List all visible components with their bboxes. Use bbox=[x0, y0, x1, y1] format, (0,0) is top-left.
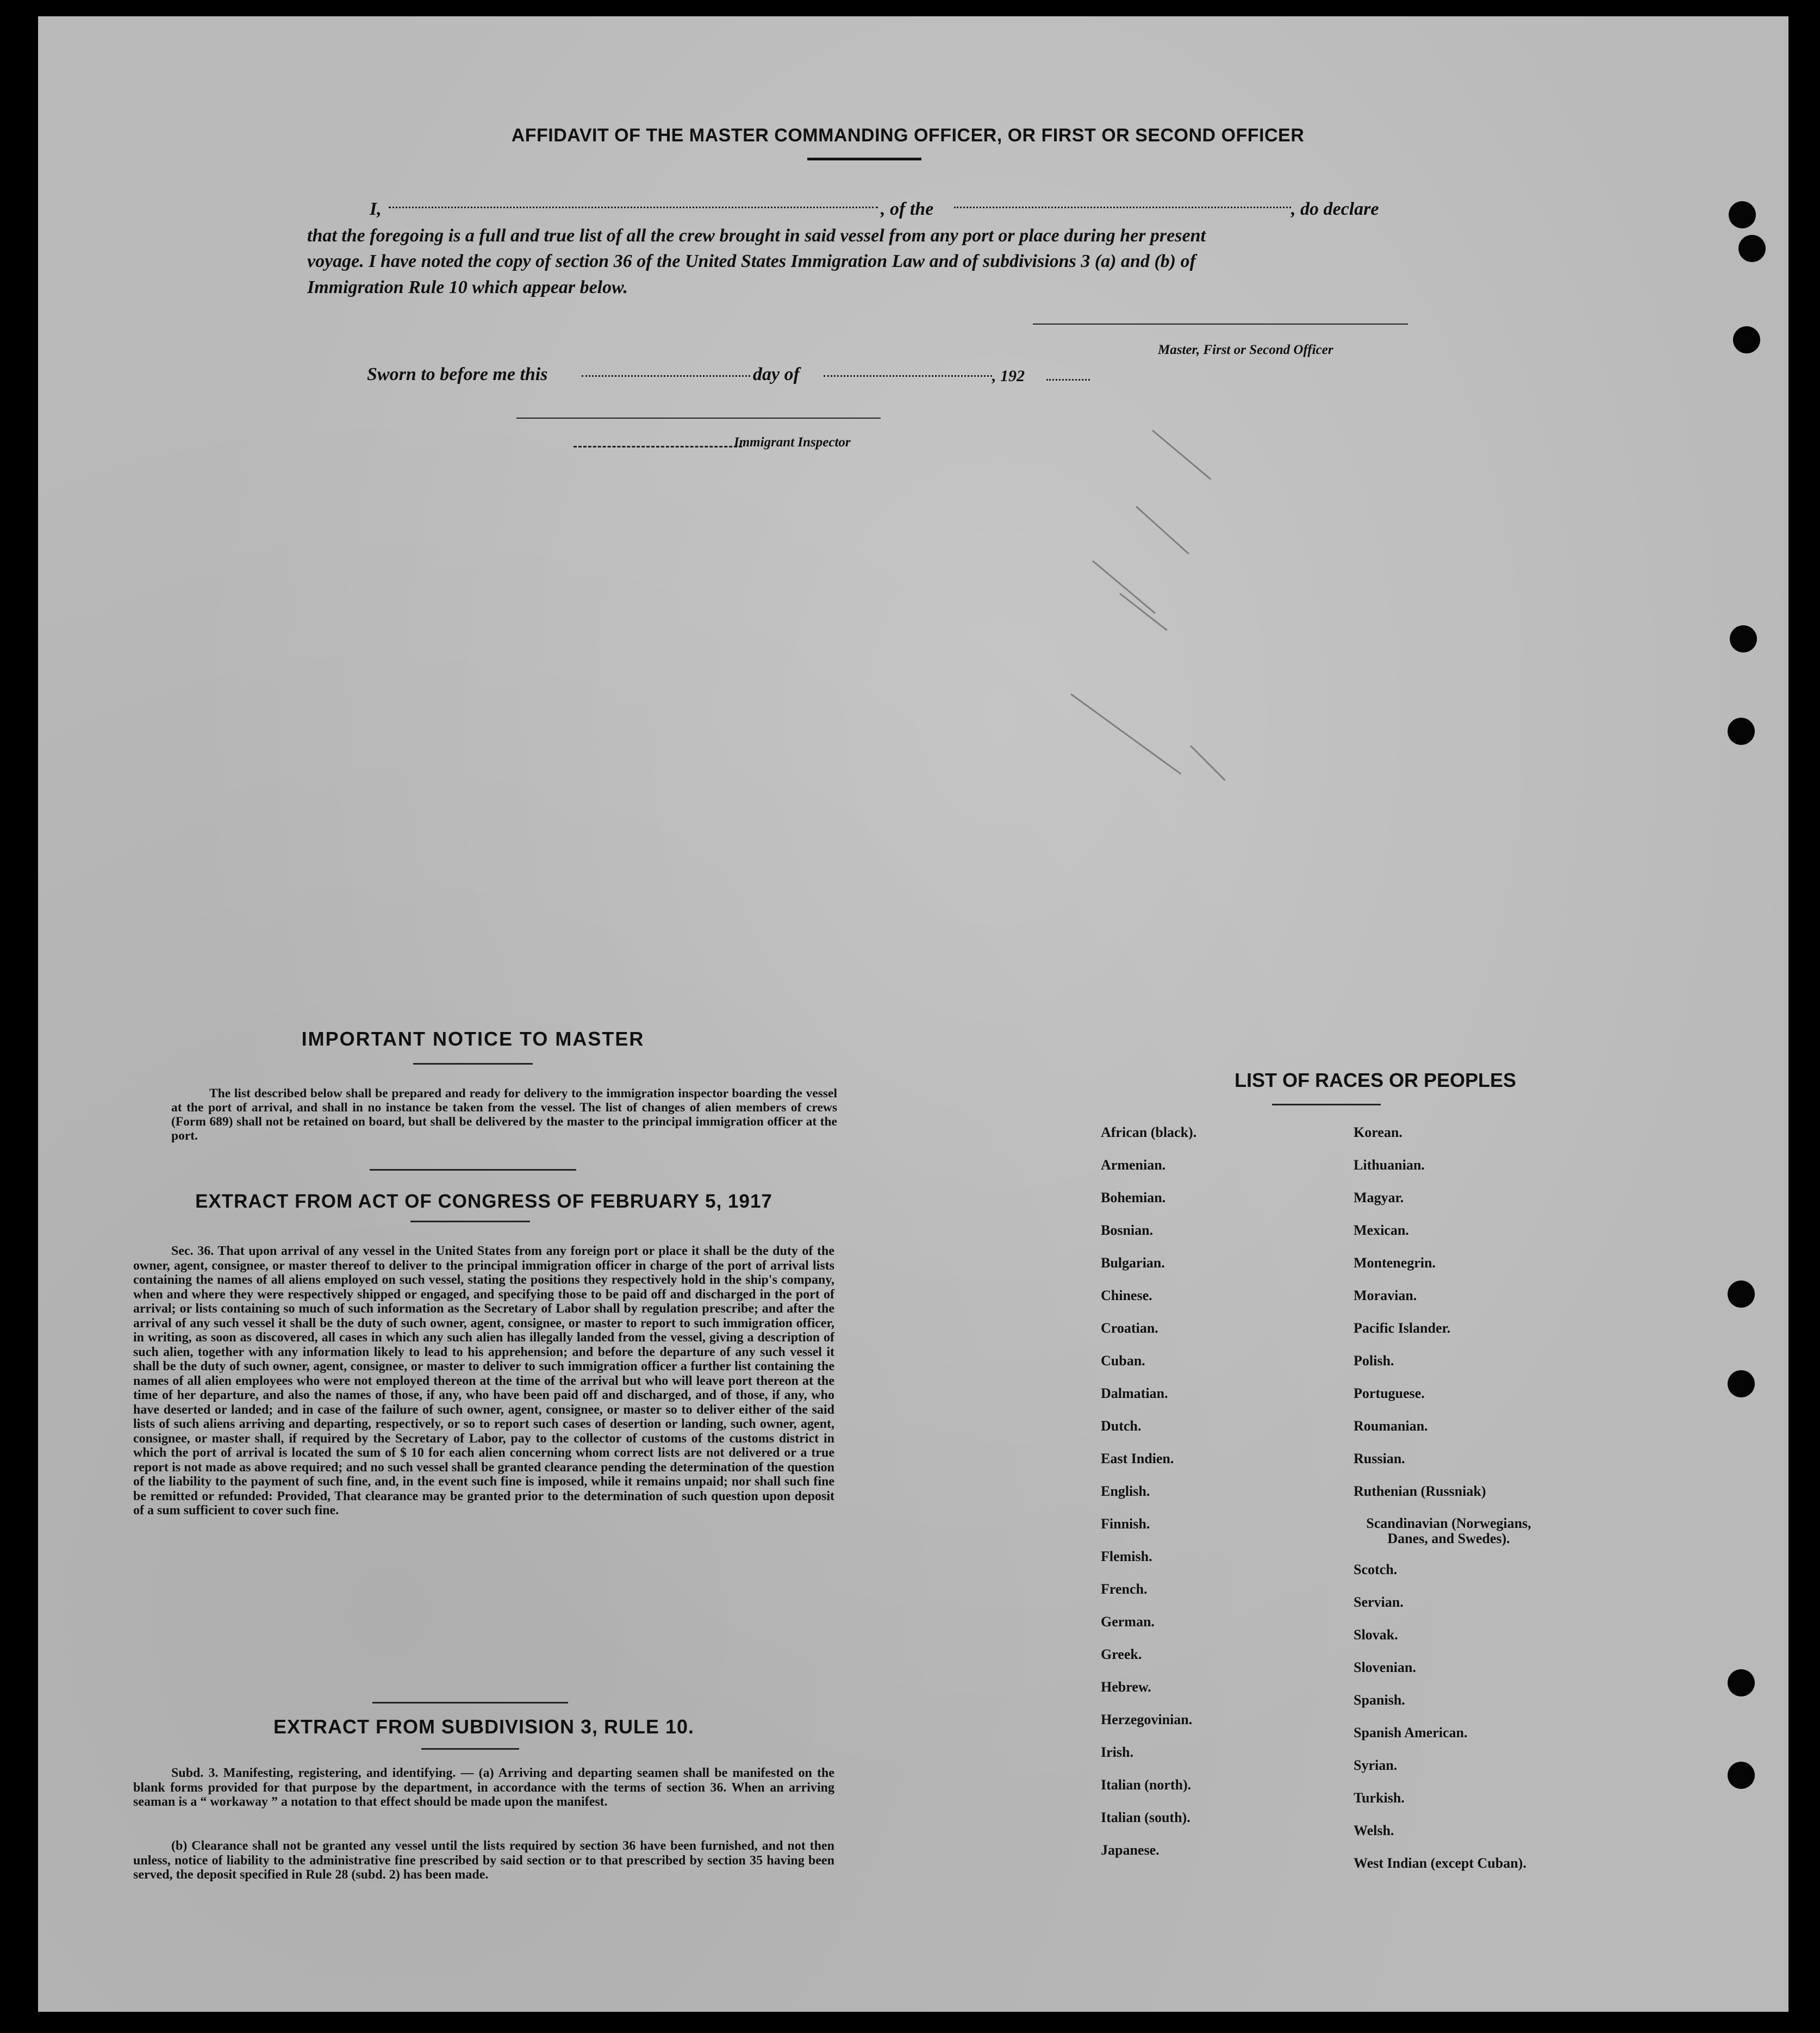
bleed-stroke bbox=[1152, 430, 1211, 480]
race-item: Scandinavian (Norwegians, Danes, and Swedes). bbox=[1366, 1515, 1531, 1546]
race-item: Portuguese. bbox=[1354, 1385, 1425, 1401]
inspector-signature-line[interactable] bbox=[516, 418, 881, 419]
race-item: Chinese. bbox=[1101, 1288, 1152, 1303]
extract-act-end-rule bbox=[372, 1702, 568, 1704]
affidavit-declare: , do declare bbox=[1291, 199, 1379, 219]
bleed-stroke bbox=[1136, 506, 1189, 554]
bleed-stroke bbox=[1119, 593, 1168, 631]
binder-hole bbox=[1733, 326, 1760, 353]
sworn-year-prefix: , 192 bbox=[992, 367, 1025, 385]
race-item: Armenian. bbox=[1101, 1157, 1166, 1173]
binder-hole bbox=[1728, 1762, 1755, 1789]
race-item: Ruthenian (Russniak) bbox=[1354, 1483, 1486, 1499]
race-item: Dutch. bbox=[1101, 1418, 1142, 1434]
sworn-month-blank[interactable] bbox=[824, 375, 992, 377]
bleed-stroke bbox=[1190, 745, 1226, 781]
race-item: Bohemian. bbox=[1101, 1190, 1166, 1205]
race-item: African (black). bbox=[1101, 1124, 1197, 1140]
bleed-stroke bbox=[1092, 560, 1156, 614]
binder-hole bbox=[1728, 1370, 1755, 1397]
affidavit-line2: that the foregoing is a full and true list of all the crew brought in said vessel from any port or place during her present bbox=[307, 226, 1206, 246]
binder-hole bbox=[1728, 1669, 1755, 1696]
race-item: Spanish American. bbox=[1354, 1725, 1468, 1740]
race-item: English. bbox=[1101, 1483, 1150, 1499]
affidavit-title-rule bbox=[807, 158, 921, 160]
race-item: Montenegrin. bbox=[1354, 1255, 1436, 1271]
race-item: German. bbox=[1101, 1614, 1155, 1630]
races-title-rule bbox=[1272, 1104, 1381, 1105]
race-item: Welsh. bbox=[1354, 1823, 1394, 1838]
race-item: Slovak. bbox=[1354, 1627, 1398, 1643]
race-item: Korean. bbox=[1354, 1124, 1403, 1140]
notice-end-rule bbox=[370, 1169, 576, 1171]
race-item: Scotch. bbox=[1354, 1562, 1398, 1577]
extract-rule-rule bbox=[421, 1748, 519, 1750]
extract-act-title: EXTRACT FROM ACT OF CONGRESS OF FEBRUARY 5, 1917 bbox=[195, 1191, 772, 1212]
race-item: Bosnian. bbox=[1101, 1222, 1154, 1238]
races-title: LIST OF RACES OR PEOPLES bbox=[1234, 1069, 1517, 1091]
affidavit-title: AFFIDAVIT OF THE MASTER COMMANDING OFFICER, OR FIRST OR SECOND OFFICER bbox=[511, 125, 1305, 146]
notice-title: IMPORTANT NOTICE TO MASTER bbox=[301, 1028, 645, 1050]
race-item: Syrian. bbox=[1354, 1757, 1398, 1773]
binder-hole bbox=[1729, 201, 1756, 228]
sworn-year-blank[interactable] bbox=[1046, 379, 1090, 381]
inspector-label: Immigrant Inspector bbox=[734, 435, 851, 450]
race-item: Irish. bbox=[1101, 1744, 1133, 1760]
form-sheet bbox=[38, 16, 1788, 2012]
race-item: Japanese. bbox=[1101, 1842, 1160, 1858]
binder-hole bbox=[1730, 625, 1757, 652]
race-item: Russian. bbox=[1354, 1451, 1405, 1466]
race-item: West Indian (except Cuban). bbox=[1354, 1855, 1526, 1871]
binder-hole bbox=[1728, 1280, 1755, 1308]
extract-rule-para-a: Subd. 3. Manifesting, registering, and identifying. — (a) Arriving and departing seamen shall be manifested on the blank forms provided for that purpose by the department, in accordance with the terms of section 36. When an arriving seaman is a “ workaway ” a notation to that effect should be made upon the manifest. bbox=[133, 1766, 834, 1809]
sworn-day-of: day of bbox=[753, 364, 800, 384]
race-item: Slovenian. bbox=[1354, 1659, 1416, 1675]
affidavit-line4: Immigration Rule 10 which appear below. bbox=[307, 277, 628, 297]
race-item: Spanish. bbox=[1354, 1692, 1405, 1708]
extract-act-body: Sec. 36. That upon arrival of any vessel in the United States from any foreign port or place it shall be the duty of the owner, agent, consignee, or master thereof to deliver to the principal immigration officer in charge of the port of arrival lists containing the names of all aliens employed on such vessel, stating the positions they respectively hold in the ship's company, when and where they were respectively shipped or engaged, and specifying those to be paid off and discharged in the port of arrival; or lists containing so much of such information as the Secretary of Labor shall by regulation prescribe; and after the arrival of any such vessel it shall be the duty of such owner, agent, consignee, or master to report to such immigration officer, in writing, as soon as discovered, all cases in which any such alien has illegally landed from the vessel, giving a description of such alien, together with any information likely to lead to his apprehension; and before the departure of any such vessel it shall be the duty of such owner, agent, consignee, or master to deliver to such immigration officer a further list containing the names of all alien employees who were not employed thereon at the time of the arrival but who will leave port thereon at the time of her departure, and also the names of those, if any, who have been paid off and discharged, and of those, if any, who have deserted or landed; and in case of the failure of such owner, agent, consignee, or master so to deliver either of the said lists of such aliens arriving and departing, respectively, or so to report such cases of desertion or landing, such owner, agent, consignee, or master shall, if required by the Secretary of Labor, pay to the collector of customs of the customs district in which the port of arrival is located the sum of $ 10 for each alien concerning whom correct lists are not delivered or a true report is not made as above required; and no such vessel shall be granted clearance pending the determination of the question of the liability to the payment of such fine, and, in the event such fine is imposed, while it remains unpaid; nor shall such fine be remitted or refunded: Provided, That clearance may be granted prior to the determination of such question upon deposit of a sum sufficient to cover such fine. bbox=[133, 1244, 834, 1518]
race-item: East Indien. bbox=[1101, 1451, 1174, 1466]
extract-rule-title: EXTRACT FROM SUBDIVISION 3, RULE 10. bbox=[273, 1715, 695, 1738]
race-item: Cuban. bbox=[1101, 1353, 1145, 1369]
race-item: Croatian. bbox=[1101, 1320, 1158, 1336]
race-item: Turkish. bbox=[1354, 1790, 1405, 1806]
extract-rule-para-b: (b) Clearance shall not be granted any vessel until the lists required by section 36 have been furnished, and not then unless, notice of liability to the administrative fine prescribed by said section or to that prescribed by section 35 having been served, the deposit specified in Rule 28 (subd. 2) has been made. bbox=[133, 1839, 834, 1882]
race-item: Magyar. bbox=[1354, 1190, 1404, 1205]
race-item: Moravian. bbox=[1354, 1288, 1417, 1303]
race-item: Italian (north). bbox=[1101, 1777, 1192, 1793]
race-item: Pacific Islander. bbox=[1354, 1320, 1451, 1336]
race-item: Finnish. bbox=[1101, 1516, 1150, 1532]
race-item: Herzegovinian. bbox=[1101, 1712, 1193, 1727]
race-item: Hebrew. bbox=[1101, 1679, 1151, 1695]
race-item: Italian (south). bbox=[1101, 1810, 1191, 1825]
affidavit-i: I, bbox=[370, 199, 382, 219]
race-item: Polish. bbox=[1354, 1353, 1394, 1369]
race-item: Flemish. bbox=[1101, 1549, 1152, 1564]
master-signature-line[interactable] bbox=[1033, 324, 1408, 325]
binder-hole bbox=[1728, 718, 1755, 745]
race-item: Servian. bbox=[1354, 1594, 1404, 1610]
race-item: Lithuanian. bbox=[1354, 1157, 1425, 1173]
binder-hole bbox=[1738, 235, 1766, 262]
notice-body: The list described below shall be prepared and ready for delivery to the immigration inspector boarding the vessel at the port of arrival, and shall in no instance be taken from the vessel. The list of changes of alien members of crews (Form 689) shall not be retained on board, but shall be delivered by the master to the principal immigration officer at the port. bbox=[171, 1086, 837, 1143]
bleed-stroke bbox=[1070, 693, 1181, 774]
vessel-name-blank[interactable] bbox=[954, 207, 1291, 208]
affiant-name-blank[interactable] bbox=[389, 207, 878, 208]
race-item: Mexican. bbox=[1354, 1222, 1409, 1238]
affidavit-of-the: , of the bbox=[881, 199, 934, 219]
extract-act-rule bbox=[410, 1221, 530, 1222]
race-item: Dalmatian. bbox=[1101, 1385, 1168, 1401]
race-item: Bulgarian. bbox=[1101, 1255, 1165, 1271]
race-item: Roumanian. bbox=[1354, 1418, 1428, 1434]
inspector-prefix-blank[interactable] bbox=[574, 446, 742, 447]
master-signature-label: Master, First or Second Officer bbox=[1158, 343, 1333, 357]
notice-title-rule bbox=[413, 1063, 533, 1065]
affidavit-line3: voyage. I have noted the copy of section 36 of the United States Immigration Law and of subdivisions 3 (a) and (b) of bbox=[307, 251, 1196, 271]
race-item: French. bbox=[1101, 1581, 1148, 1597]
race-item: Greek. bbox=[1101, 1646, 1142, 1662]
sworn-day-blank[interactable] bbox=[582, 375, 750, 377]
sworn-label: Sworn to before me this bbox=[367, 364, 548, 384]
